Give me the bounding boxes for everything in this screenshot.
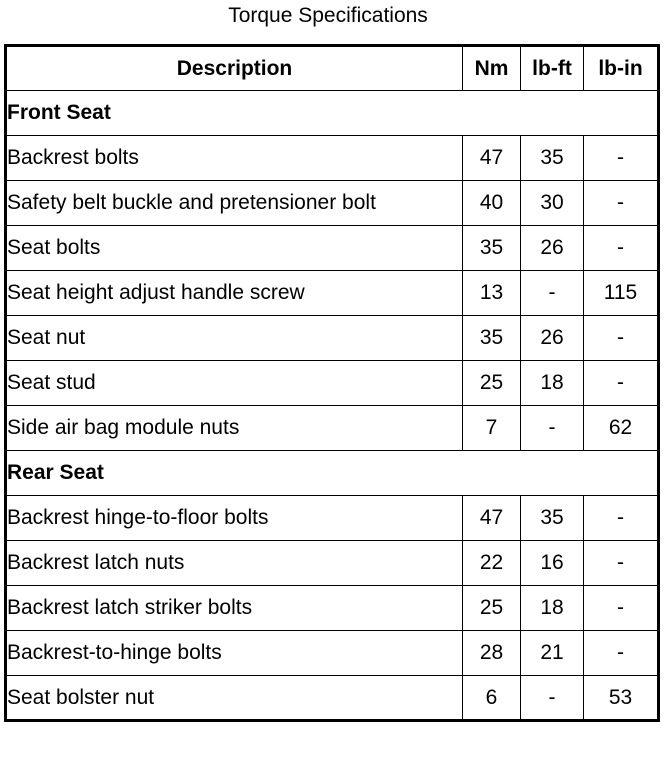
- row-description: Seat stud: [6, 361, 463, 406]
- row-lbin: -: [584, 586, 659, 631]
- row-lbin: -: [584, 631, 659, 676]
- table-row: [6, 631, 659, 676]
- row-description: Backrest hinge-to-floor bolts: [6, 496, 463, 541]
- row-lbin: -: [584, 361, 659, 406]
- row-lbft: 35: [521, 136, 584, 181]
- row-lbin: 62: [584, 406, 659, 451]
- section-row-rear-seat: [6, 451, 659, 496]
- row-description: Seat bolster nut: [6, 676, 463, 721]
- row-nm: 35: [463, 226, 521, 271]
- column-header-nm: Nm: [463, 46, 521, 91]
- table-row: [6, 316, 659, 361]
- row-description: Backrest bolts: [6, 136, 463, 181]
- row-nm: 6: [463, 676, 521, 721]
- row-nm: 28: [463, 631, 521, 676]
- row-nm: 7: [463, 406, 521, 451]
- row-lbft: -: [521, 271, 584, 316]
- row-nm: 25: [463, 586, 521, 631]
- row-description: Safety belt buckle and pretensioner bolt: [6, 181, 463, 226]
- row-nm: 25: [463, 361, 521, 406]
- row-lbft: -: [521, 406, 584, 451]
- row-lbft: 26: [521, 226, 584, 271]
- row-description: Seat bolts: [6, 226, 463, 271]
- section-title: Rear Seat: [6, 451, 659, 496]
- row-lbft: 30: [521, 181, 584, 226]
- row-description: Seat nut: [6, 316, 463, 361]
- header-row: [6, 46, 659, 91]
- table-row: [6, 676, 659, 721]
- row-nm: 22: [463, 541, 521, 586]
- column-header-lbft: lb-ft: [521, 46, 584, 91]
- column-header-lbin: lb-in: [584, 46, 659, 91]
- row-description: Backrest-to-hinge bolts: [6, 631, 463, 676]
- row-nm: 47: [463, 136, 521, 181]
- row-nm: 47: [463, 496, 521, 541]
- row-lbin: -: [584, 181, 659, 226]
- table-row: [6, 271, 659, 316]
- row-lbft: 18: [521, 586, 584, 631]
- table-row: [6, 541, 659, 586]
- row-lbft: -: [521, 676, 584, 721]
- table-row: [6, 136, 659, 181]
- column-header-description: Description: [6, 46, 463, 91]
- row-lbft: 21: [521, 631, 584, 676]
- section-row-front-seat: [6, 91, 659, 136]
- row-lbin: 53: [584, 676, 659, 721]
- row-lbin: -: [584, 136, 659, 181]
- row-lbft: 26: [521, 316, 584, 361]
- row-nm: 13: [463, 271, 521, 316]
- torque-spec-table: [4, 44, 660, 722]
- row-description: Backrest latch striker bolts: [6, 586, 463, 631]
- row-nm: 35: [463, 316, 521, 361]
- row-lbin: -: [584, 226, 659, 271]
- row-nm: 40: [463, 181, 521, 226]
- row-lbft: 16: [521, 541, 584, 586]
- table-row: [6, 226, 659, 271]
- row-lbin: -: [584, 496, 659, 541]
- table-row: [6, 361, 659, 406]
- row-lbft: 18: [521, 361, 584, 406]
- row-lbin: -: [584, 541, 659, 586]
- table-row: [6, 496, 659, 541]
- table-row: [6, 586, 659, 631]
- table-row: [6, 181, 659, 226]
- row-lbin: -: [584, 316, 659, 361]
- row-lbft: 35: [521, 496, 584, 541]
- page-title: Torque Specifications: [228, 4, 428, 27]
- row-description: Seat height adjust handle screw: [6, 271, 463, 316]
- row-description: Backrest latch nuts: [6, 541, 463, 586]
- table-row: [6, 406, 659, 451]
- row-description: Side air bag module nuts: [6, 406, 463, 451]
- row-lbin: 115: [584, 271, 659, 316]
- section-title: Front Seat: [6, 91, 659, 136]
